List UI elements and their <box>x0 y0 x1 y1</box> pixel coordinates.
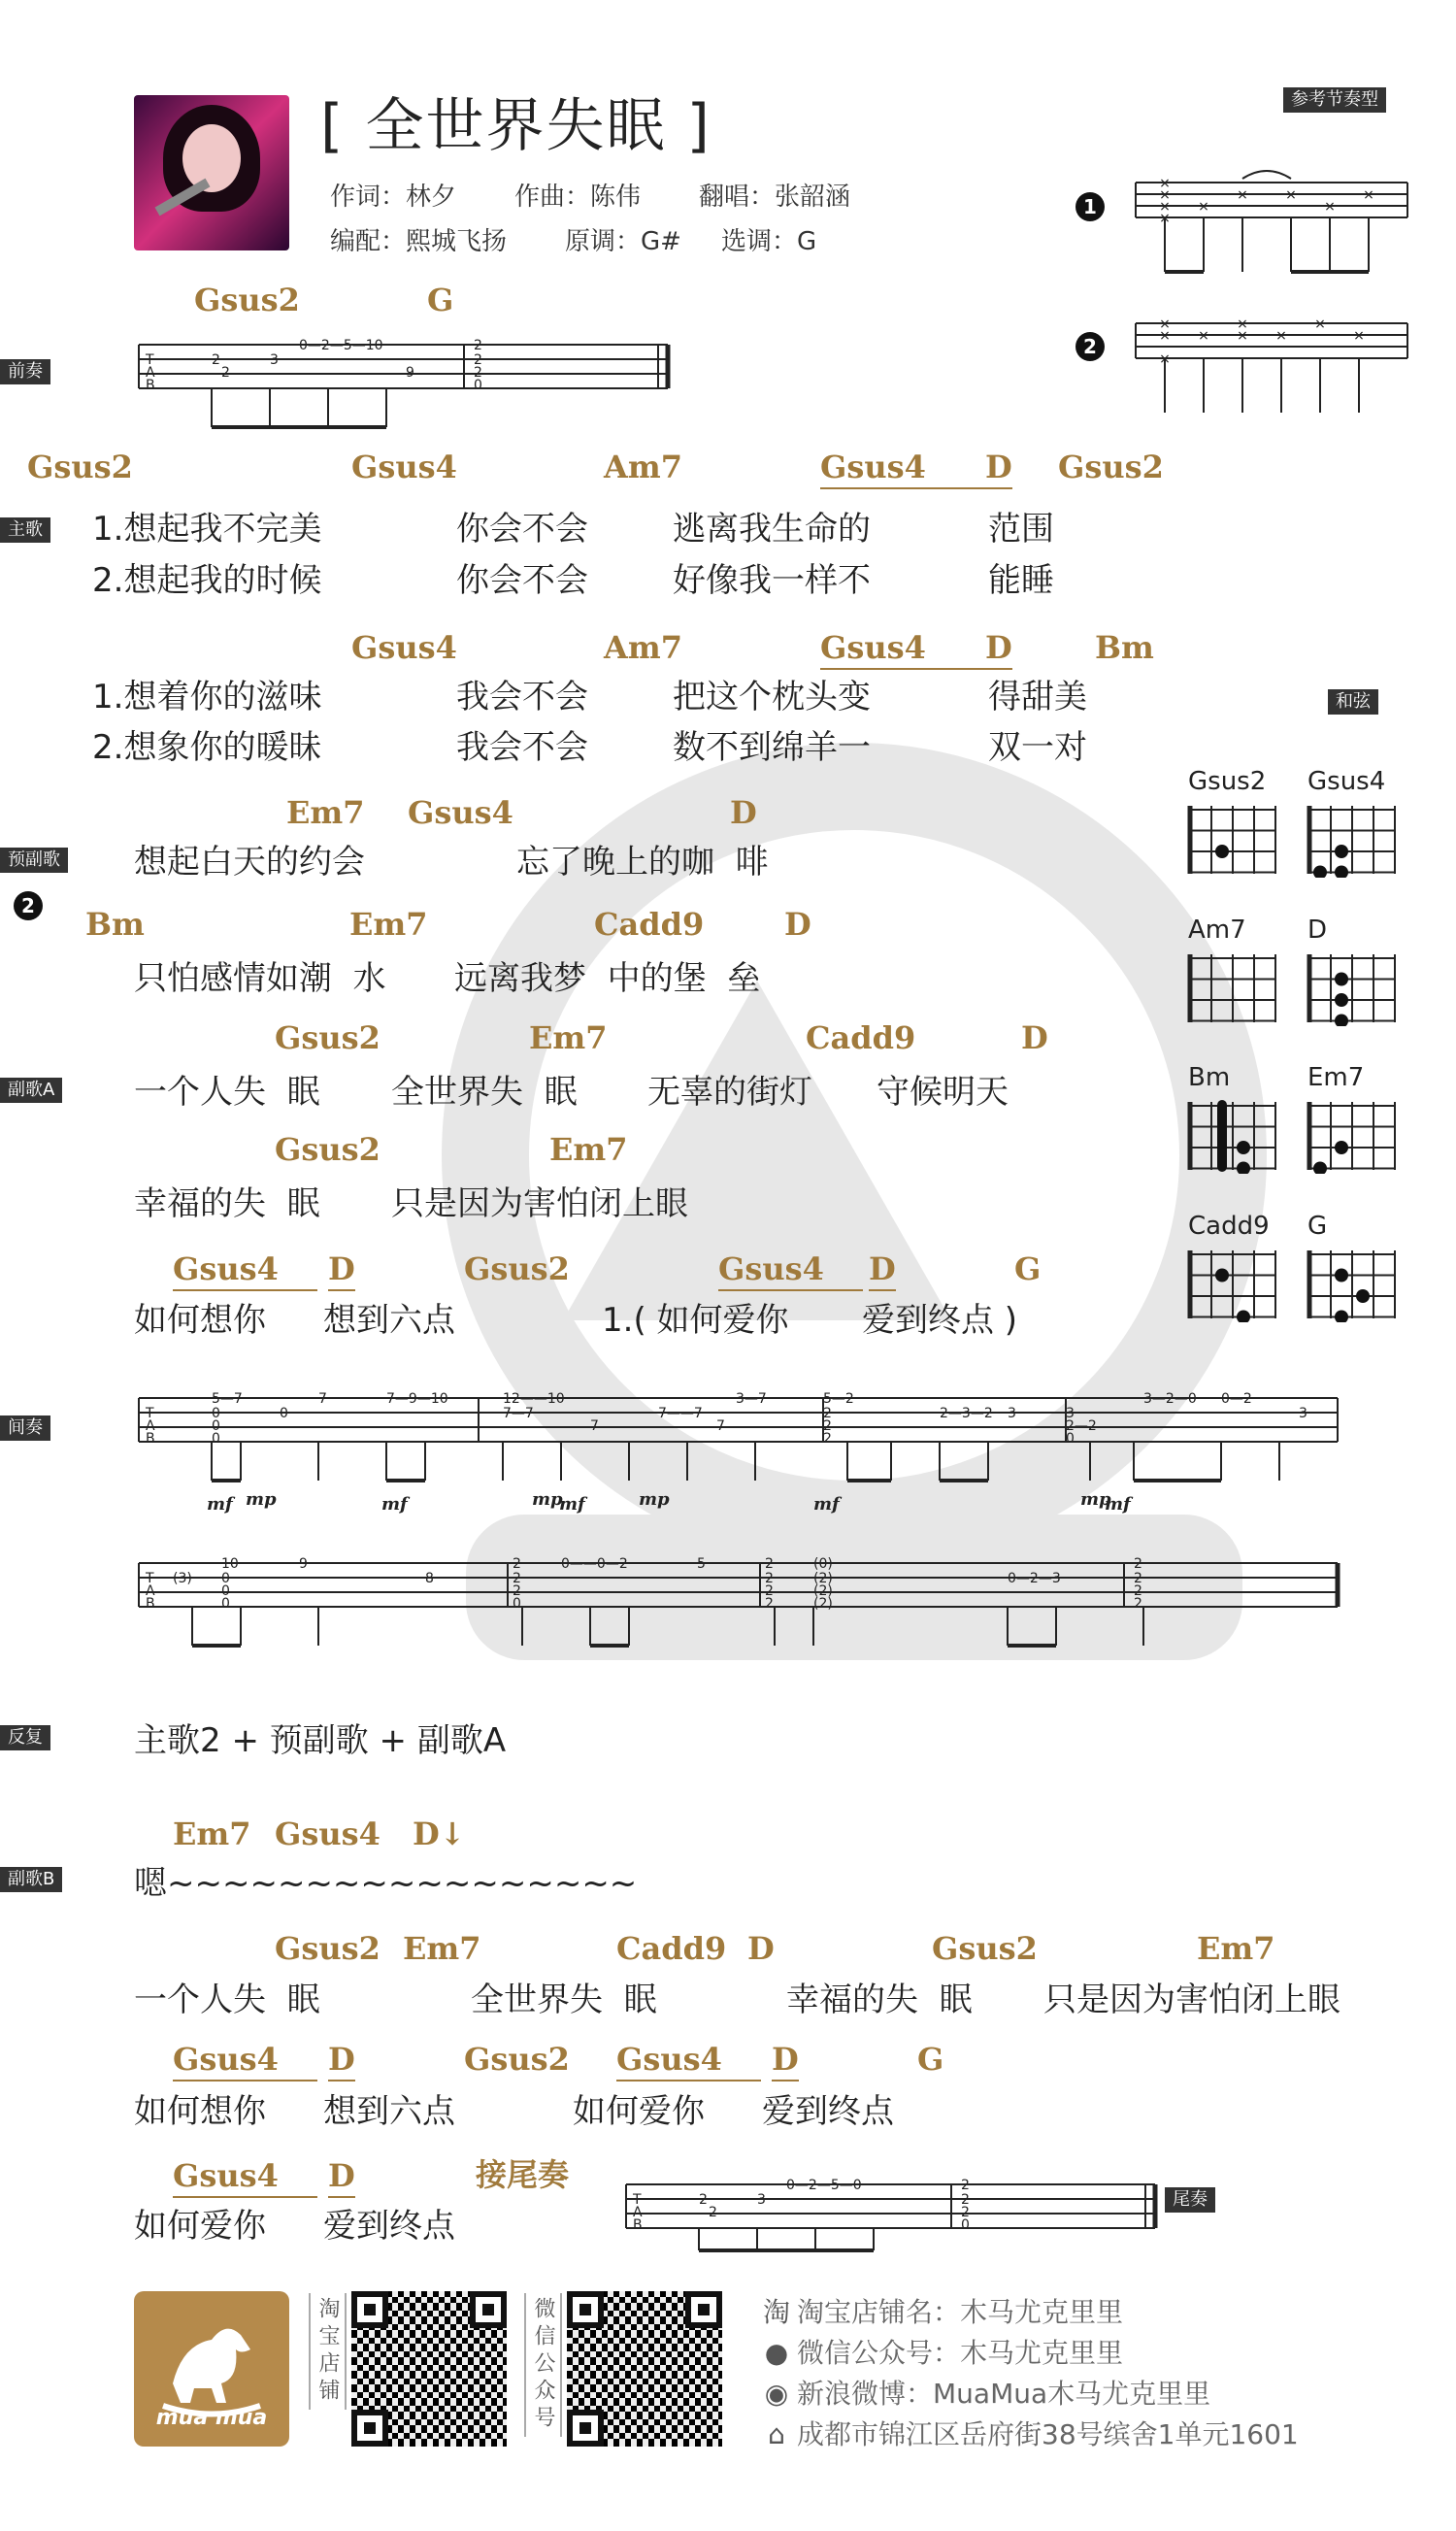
lyric: 幸福的失 眠 <box>134 1184 320 1223</box>
svg-text:0: 0 <box>961 2217 970 2233</box>
chorusB-chord: Em7 <box>1197 1930 1275 1967</box>
chorusB-chord: Em7 <box>403 1930 481 1967</box>
intro-tab <box>134 330 678 437</box>
svg-text:7—9—10: 7—9—10 <box>386 1391 448 1407</box>
svg-text:×: × <box>1285 187 1297 203</box>
svg-text:7: 7 <box>318 1391 327 1407</box>
interlude-tab-row-1 <box>134 1359 1342 1524</box>
svg-text:×: × <box>1198 328 1209 344</box>
weibo-account: 新浪微博：MuaMua木马尤克里里 <box>797 2378 1211 2410</box>
svg-text:0: 0 <box>212 1406 220 1421</box>
chorusB-chord: D <box>772 2041 799 2081</box>
lyric: 能睡 <box>988 561 1054 600</box>
chord-name-g: G <box>1307 1212 1328 1241</box>
chorusA-chord: D <box>328 1250 355 1291</box>
svg-text:0: 0 <box>513 1596 521 1612</box>
svg-text:3: 3 <box>1008 1406 1016 1421</box>
lyric: 忘了晚上的咖 啡 <box>516 843 769 882</box>
prechorus-chord: Gsus4 <box>408 794 513 831</box>
intro-tag: 前奏 <box>0 359 50 384</box>
svg-text:5: 5 <box>697 1556 706 1572</box>
svg-text:0: 0 <box>221 1596 230 1612</box>
chord-diagram-gsus4 <box>1306 802 1399 878</box>
svg-text:T: T <box>146 1571 154 1586</box>
svg-text:3: 3 <box>1299 1406 1307 1421</box>
chorusA-tag: 副歌A <box>0 1078 62 1103</box>
lyric: 只是因为害怕闭上眼 <box>1043 1981 1340 2019</box>
chord-name-gsus4: Gsus4 <box>1307 767 1386 796</box>
lyric: 得甜美 <box>988 678 1087 716</box>
lyric: 如何爱你 <box>573 2092 705 2131</box>
verse-chord: Gsus4 <box>351 449 457 485</box>
svg-text:9: 9 <box>299 1556 308 1572</box>
chord-name-am7: Am7 <box>1188 916 1246 945</box>
chorusA-chord: Em7 <box>549 1131 628 1168</box>
prechorus-tag: 预副歌 <box>0 848 68 873</box>
chord-diagram-d <box>1306 950 1399 1026</box>
dynamic-mark: mf <box>207 1494 233 1515</box>
lyric: 数不到绵羊一 <box>673 728 871 767</box>
svg-text:2: 2 <box>765 1571 774 1586</box>
svg-text:2: 2 <box>474 338 482 353</box>
chord-name-em7: Em7 <box>1307 1063 1365 1092</box>
lyric: 你会不会 <box>456 561 588 600</box>
original-key: 原调：G# <box>565 227 681 256</box>
chorusA-chord: D <box>869 1250 896 1291</box>
lyric: 如何爱你 <box>134 2207 266 2246</box>
chord-diagram-em7 <box>1306 1098 1399 1174</box>
svg-text:×: × <box>1237 187 1248 203</box>
verse-chord: Gsus2 <box>1058 449 1164 485</box>
svg-text:0—2—3: 0—2—3 <box>1008 1571 1061 1586</box>
svg-text:×: × <box>1159 211 1171 226</box>
home-icon: ⌂ <box>768 2418 785 2450</box>
svg-text:2: 2 <box>961 2178 970 2193</box>
lyric: 1.想着你的滋味 <box>92 678 322 716</box>
rhythm-tag: 参考节奏型 <box>1283 87 1386 113</box>
svg-text:2: 2 <box>823 1431 832 1447</box>
lyric: 守候明天 <box>877 1073 1009 1112</box>
prechorus-chord: Bm <box>85 906 145 943</box>
wechat-qr[interactable] <box>567 2291 722 2447</box>
dynamic-mark: mp <box>639 1489 670 1510</box>
chorusB-chord: Gsus2 <box>275 1930 381 1967</box>
svg-text:7: 7 <box>590 1418 599 1434</box>
repeat-text: 主歌2 + 预副歌 + 副歌A <box>134 1721 507 1760</box>
rhythm-pattern-2 <box>1126 306 1417 422</box>
chorusB-chord: Gsus4 <box>173 2041 317 2081</box>
verse-tag: 主歌 <box>0 517 50 543</box>
svg-text:2: 2 <box>513 1571 521 1586</box>
svg-text:5—2: 5—2 <box>823 1391 854 1407</box>
svg-text:0——0—2: 0——0—2 <box>561 1556 628 1572</box>
svg-text:2: 2 <box>474 365 482 381</box>
prechorus-chord: Em7 <box>286 794 365 831</box>
svg-text:10: 10 <box>221 1556 239 1572</box>
lyric: 我会不会 <box>456 728 588 767</box>
intro-chord-2: G <box>427 282 454 318</box>
chorusB-chord: Cadd9 <box>616 1930 727 1967</box>
lyric: 如何想你 <box>134 2092 266 2131</box>
lyric: 幸福的失 眠 <box>786 1981 973 2019</box>
svg-text:2: 2 <box>1134 1556 1142 1572</box>
svg-text:0: 0 <box>212 1418 220 1434</box>
svg-text:2: 2 <box>709 2205 717 2220</box>
chorusB-chord: Gsus2 <box>932 1930 1038 1967</box>
chorusB-chord: D <box>328 2041 355 2081</box>
svg-text:×: × <box>1159 199 1171 215</box>
chord-name-bm: Bm <box>1188 1063 1231 1092</box>
svg-text:×: × <box>1159 176 1171 191</box>
verse-chord: Gsus4 <box>820 449 926 489</box>
lyric: 远离我梦 中的堡 垒 <box>454 959 761 998</box>
arranger: 编配：熙城飞扬 <box>330 227 508 256</box>
rhythm-marker-2: 2 <box>1075 332 1105 361</box>
song-title: [ 全世界失眠 ] <box>320 92 711 160</box>
svg-text:0—2—5—0: 0—2—5—0 <box>786 2178 862 2193</box>
svg-text:×: × <box>1275 328 1287 344</box>
chorusA-chord: Cadd9 <box>806 1019 916 1056</box>
lyric: 全世界失 眠 <box>471 1981 657 2019</box>
dynamic-mark: mp <box>1080 1489 1111 1510</box>
svg-text:×: × <box>1159 351 1171 367</box>
dynamic-mark: mp <box>532 1489 563 1510</box>
lyric: 一个人失 眠 <box>134 1981 320 2019</box>
verse-chord: Am7 <box>604 629 682 666</box>
chorusA-chord: Gsus4 <box>173 1250 317 1291</box>
svg-text:2: 2 <box>961 2205 970 2220</box>
dynamic-mark: mf <box>813 1494 840 1515</box>
lyric: 想到六点 <box>323 2092 455 2131</box>
svg-text:9: 9 <box>406 365 414 381</box>
svg-text:(0): (0) <box>813 1556 833 1572</box>
verse-chord: D <box>917 449 1012 489</box>
wechat-label: 微信公众号 <box>524 2293 562 2437</box>
svg-text:A: A <box>146 365 155 381</box>
chorusB-chord: Gsus4 <box>616 2041 761 2081</box>
svg-text:3—7: 3—7 <box>736 1391 767 1407</box>
chorusA-chord: D <box>1021 1019 1048 1056</box>
lyric: 爱到终点 <box>323 2207 455 2246</box>
svg-text:(2): (2) <box>813 1583 833 1599</box>
svg-text:(2): (2) <box>813 1596 833 1612</box>
outro-tag: 尾奏 <box>1165 2187 1215 2213</box>
svg-text:2: 2 <box>765 1583 774 1599</box>
prechorus-chord: D <box>730 794 757 831</box>
chorusA-chord: Em7 <box>529 1019 608 1056</box>
svg-text:3: 3 <box>757 2192 766 2208</box>
chorusA-chord: G <box>1014 1250 1042 1287</box>
svg-text:A: A <box>146 1418 155 1434</box>
chorusA-chord: Gsus2 <box>275 1131 381 1168</box>
svg-text:0: 0 <box>1066 1431 1075 1447</box>
lyric: 双一对 <box>988 728 1087 767</box>
svg-text:B: B <box>146 1431 155 1447</box>
lyric: 只是因为害怕闭上眼 <box>391 1184 688 1223</box>
svg-text:B: B <box>633 2217 643 2233</box>
chosen-key: 选调：G <box>721 227 817 256</box>
chord-diagram-g <box>1306 1247 1399 1322</box>
prechorus-chord: Em7 <box>349 906 428 943</box>
brand-logo <box>134 2291 289 2447</box>
lyric: 一个人失 眠 <box>134 1073 320 1112</box>
lyric: 嗯~~~~~~~~~~~~~~~~~ <box>134 1864 638 1903</box>
lyric: 把这个枕头变 <box>673 678 871 716</box>
svg-text:2: 2 <box>699 2192 708 2208</box>
lyric: 全世界失 眠 <box>391 1073 578 1112</box>
outro-cue: 接尾奏 <box>476 2156 570 2193</box>
rhythm-marker-1: 1 <box>1075 192 1105 221</box>
repeat-tag: 反复 <box>0 1725 50 1750</box>
svg-text:×: × <box>1198 199 1209 215</box>
svg-text:×: × <box>1314 316 1326 332</box>
svg-text:2: 2 <box>1134 1571 1142 1586</box>
svg-text:T: T <box>633 2192 642 2208</box>
svg-text:2: 2 <box>823 1418 832 1434</box>
svg-text:2: 2 <box>1134 1596 1142 1612</box>
svg-text:2—3—2: 2—3—2 <box>940 1406 993 1421</box>
chorusA-chord: Gsus2 <box>464 1250 570 1287</box>
svg-text:7——7: 7——7 <box>658 1406 703 1421</box>
outro-tab <box>621 2146 1165 2252</box>
svg-text:0—2—5—10: 0—2—5—10 <box>299 338 383 353</box>
chorusB-chord: D <box>328 2157 355 2198</box>
chord-diagram-cadd9 <box>1186 1247 1279 1322</box>
chord-name-gsus2: Gsus2 <box>1188 767 1267 796</box>
chorusB-chord: Gsus4 <box>173 2157 317 2198</box>
svg-text:T: T <box>146 352 154 368</box>
dynamic-mark: mf <box>381 1494 408 1515</box>
dynamic-mark: mp <box>246 1489 277 1510</box>
verse-chord: Gsus4 <box>351 629 457 666</box>
svg-text:×: × <box>1159 316 1171 332</box>
weibo-icon: ◉ <box>764 2378 789 2410</box>
svg-text:3: 3 <box>270 352 279 368</box>
chorusB-chord: D↓ <box>413 1815 466 1852</box>
svg-text:12——10: 12——10 <box>503 1391 565 1407</box>
composer: 作曲：陈伟 <box>514 183 642 212</box>
svg-text:3: 3 <box>1066 1406 1075 1421</box>
lyric: 爱到终点 <box>762 2092 894 2131</box>
lyric: 想到六点 <box>323 1301 455 1340</box>
svg-text:×: × <box>1353 328 1365 344</box>
lyric: 只怕感情如潮 水 <box>134 959 386 998</box>
verse-chord: Gsus4 <box>820 629 926 670</box>
dynamic-mark: mf <box>1105 1494 1131 1515</box>
svg-text:×: × <box>1363 187 1374 203</box>
svg-text:×: × <box>1159 328 1171 344</box>
lyric: 范围 <box>988 510 1054 549</box>
svg-text:×: × <box>1324 199 1336 215</box>
svg-text:(2): (2) <box>813 1571 833 1586</box>
svg-text:A: A <box>146 1583 155 1599</box>
rhythm-pattern-1 <box>1126 165 1417 282</box>
svg-text:7: 7 <box>716 1418 725 1434</box>
chorusB-chord: Gsus2 <box>464 2041 570 2078</box>
svg-text:3—2—0: 3—2—0 <box>1143 1391 1197 1407</box>
lyric: 2.想象你的暖昧 <box>92 728 322 767</box>
lyric: 1.想起我不完美 <box>92 510 322 549</box>
svg-text:2—2: 2—2 <box>1066 1418 1097 1434</box>
svg-text:(3): (3) <box>173 1571 192 1586</box>
prechorus-chord: D <box>784 906 811 943</box>
svg-text:2: 2 <box>765 1596 774 1612</box>
taobao-label: 淘宝店铺 <box>309 2293 347 2410</box>
lyric: 2.想起我的时候 <box>92 561 322 600</box>
wechat-account: 微信公众号：木马尤克里里 <box>797 2337 1124 2369</box>
chorusB-chord: G <box>917 2041 944 2078</box>
verse-chord: Gsus2 <box>27 449 133 485</box>
verse-chord: Am7 <box>604 449 682 485</box>
svg-text:2: 2 <box>961 2192 970 2208</box>
svg-text:8: 8 <box>425 1571 434 1586</box>
interlude-tag: 间奏 <box>0 1415 50 1441</box>
svg-text:×: × <box>1159 187 1171 203</box>
svg-text:2: 2 <box>1134 1583 1142 1599</box>
intro-chord-1: Gsus2 <box>194 282 300 318</box>
svg-text:2: 2 <box>221 365 230 381</box>
lyric: 你会不会 <box>456 510 588 549</box>
svg-text:T: T <box>146 1406 154 1421</box>
svg-text:0: 0 <box>221 1571 230 1586</box>
chord-name-cadd9: Cadd9 <box>1188 1212 1270 1241</box>
lyric: 1.( 如何爱你 <box>602 1301 789 1340</box>
section-marker-2: 2 <box>14 891 43 920</box>
svg-text:B: B <box>146 378 155 393</box>
chord-diagram-bm <box>1186 1098 1279 1174</box>
chorusB-chord: Em7 <box>173 1815 251 1852</box>
lyric: 逃离我生命的 <box>673 510 871 549</box>
svg-text:0: 0 <box>212 1431 220 1447</box>
lyric: 好像我一样不 <box>673 561 871 600</box>
verse-chord: Bm <box>1095 629 1154 666</box>
svg-text:0: 0 <box>474 378 482 393</box>
chords-tag: 和弦 <box>1328 689 1378 715</box>
svg-text:×: × <box>1237 328 1248 344</box>
lyricist: 作词：林夕 <box>330 183 457 212</box>
chord-diagram-gsus2 <box>1186 802 1279 878</box>
svg-text:2: 2 <box>823 1406 832 1421</box>
svg-text:B: B <box>146 1596 155 1612</box>
lyric: 爱到终点 ) <box>862 1301 1018 1340</box>
lyric: 想起白天的约会 <box>134 843 365 882</box>
verse-chord: D <box>917 629 1012 670</box>
svg-text:0—2: 0—2 <box>1221 1391 1252 1407</box>
svg-text:2: 2 <box>474 352 482 368</box>
lyric: 无辜的街灯 <box>647 1073 812 1112</box>
chorusB-chord: Gsus4 <box>275 1815 381 1852</box>
taobao-icon: 淘 <box>762 2296 790 2328</box>
address: 成都市锦江区岳府街38号缤舍1单元1601 <box>797 2418 1299 2450</box>
chorusB-chord: D <box>747 1930 775 1967</box>
chord-diagram-am7 <box>1186 950 1279 1026</box>
taobao-qr[interactable] <box>351 2291 507 2447</box>
svg-text:2: 2 <box>212 352 220 368</box>
logo-text: mua mua <box>155 2406 268 2430</box>
svg-text:7—7: 7—7 <box>503 1406 534 1421</box>
cover-singer: 翻唱：张韶涵 <box>699 183 851 212</box>
shop-name: 淘宝店铺名：木马尤克里里 <box>797 2296 1124 2328</box>
svg-text:A: A <box>633 2205 643 2220</box>
svg-text:5—7: 5—7 <box>212 1391 243 1407</box>
lyric: 如何想你 <box>134 1301 266 1340</box>
lyric: 我会不会 <box>456 678 588 716</box>
chorusA-chord: Gsus4 <box>718 1250 863 1291</box>
cover-photo <box>134 95 289 250</box>
interlude-tab-row-2 <box>134 1544 1342 1660</box>
svg-text:0: 0 <box>280 1406 288 1421</box>
chorusB-tag: 副歌B <box>0 1867 62 1892</box>
svg-text:0: 0 <box>221 1583 230 1599</box>
svg-text:×: × <box>1237 316 1248 332</box>
svg-text:2: 2 <box>513 1556 521 1572</box>
chord-name-d: D <box>1307 916 1328 945</box>
prechorus-chord: Cadd9 <box>594 906 705 943</box>
svg-text:2: 2 <box>513 1583 521 1599</box>
chorusA-chord: Gsus2 <box>275 1019 381 1056</box>
svg-text:2: 2 <box>765 1556 774 1572</box>
wechat-icon: ● <box>764 2337 789 2369</box>
dynamic-mark: mf <box>559 1494 585 1515</box>
